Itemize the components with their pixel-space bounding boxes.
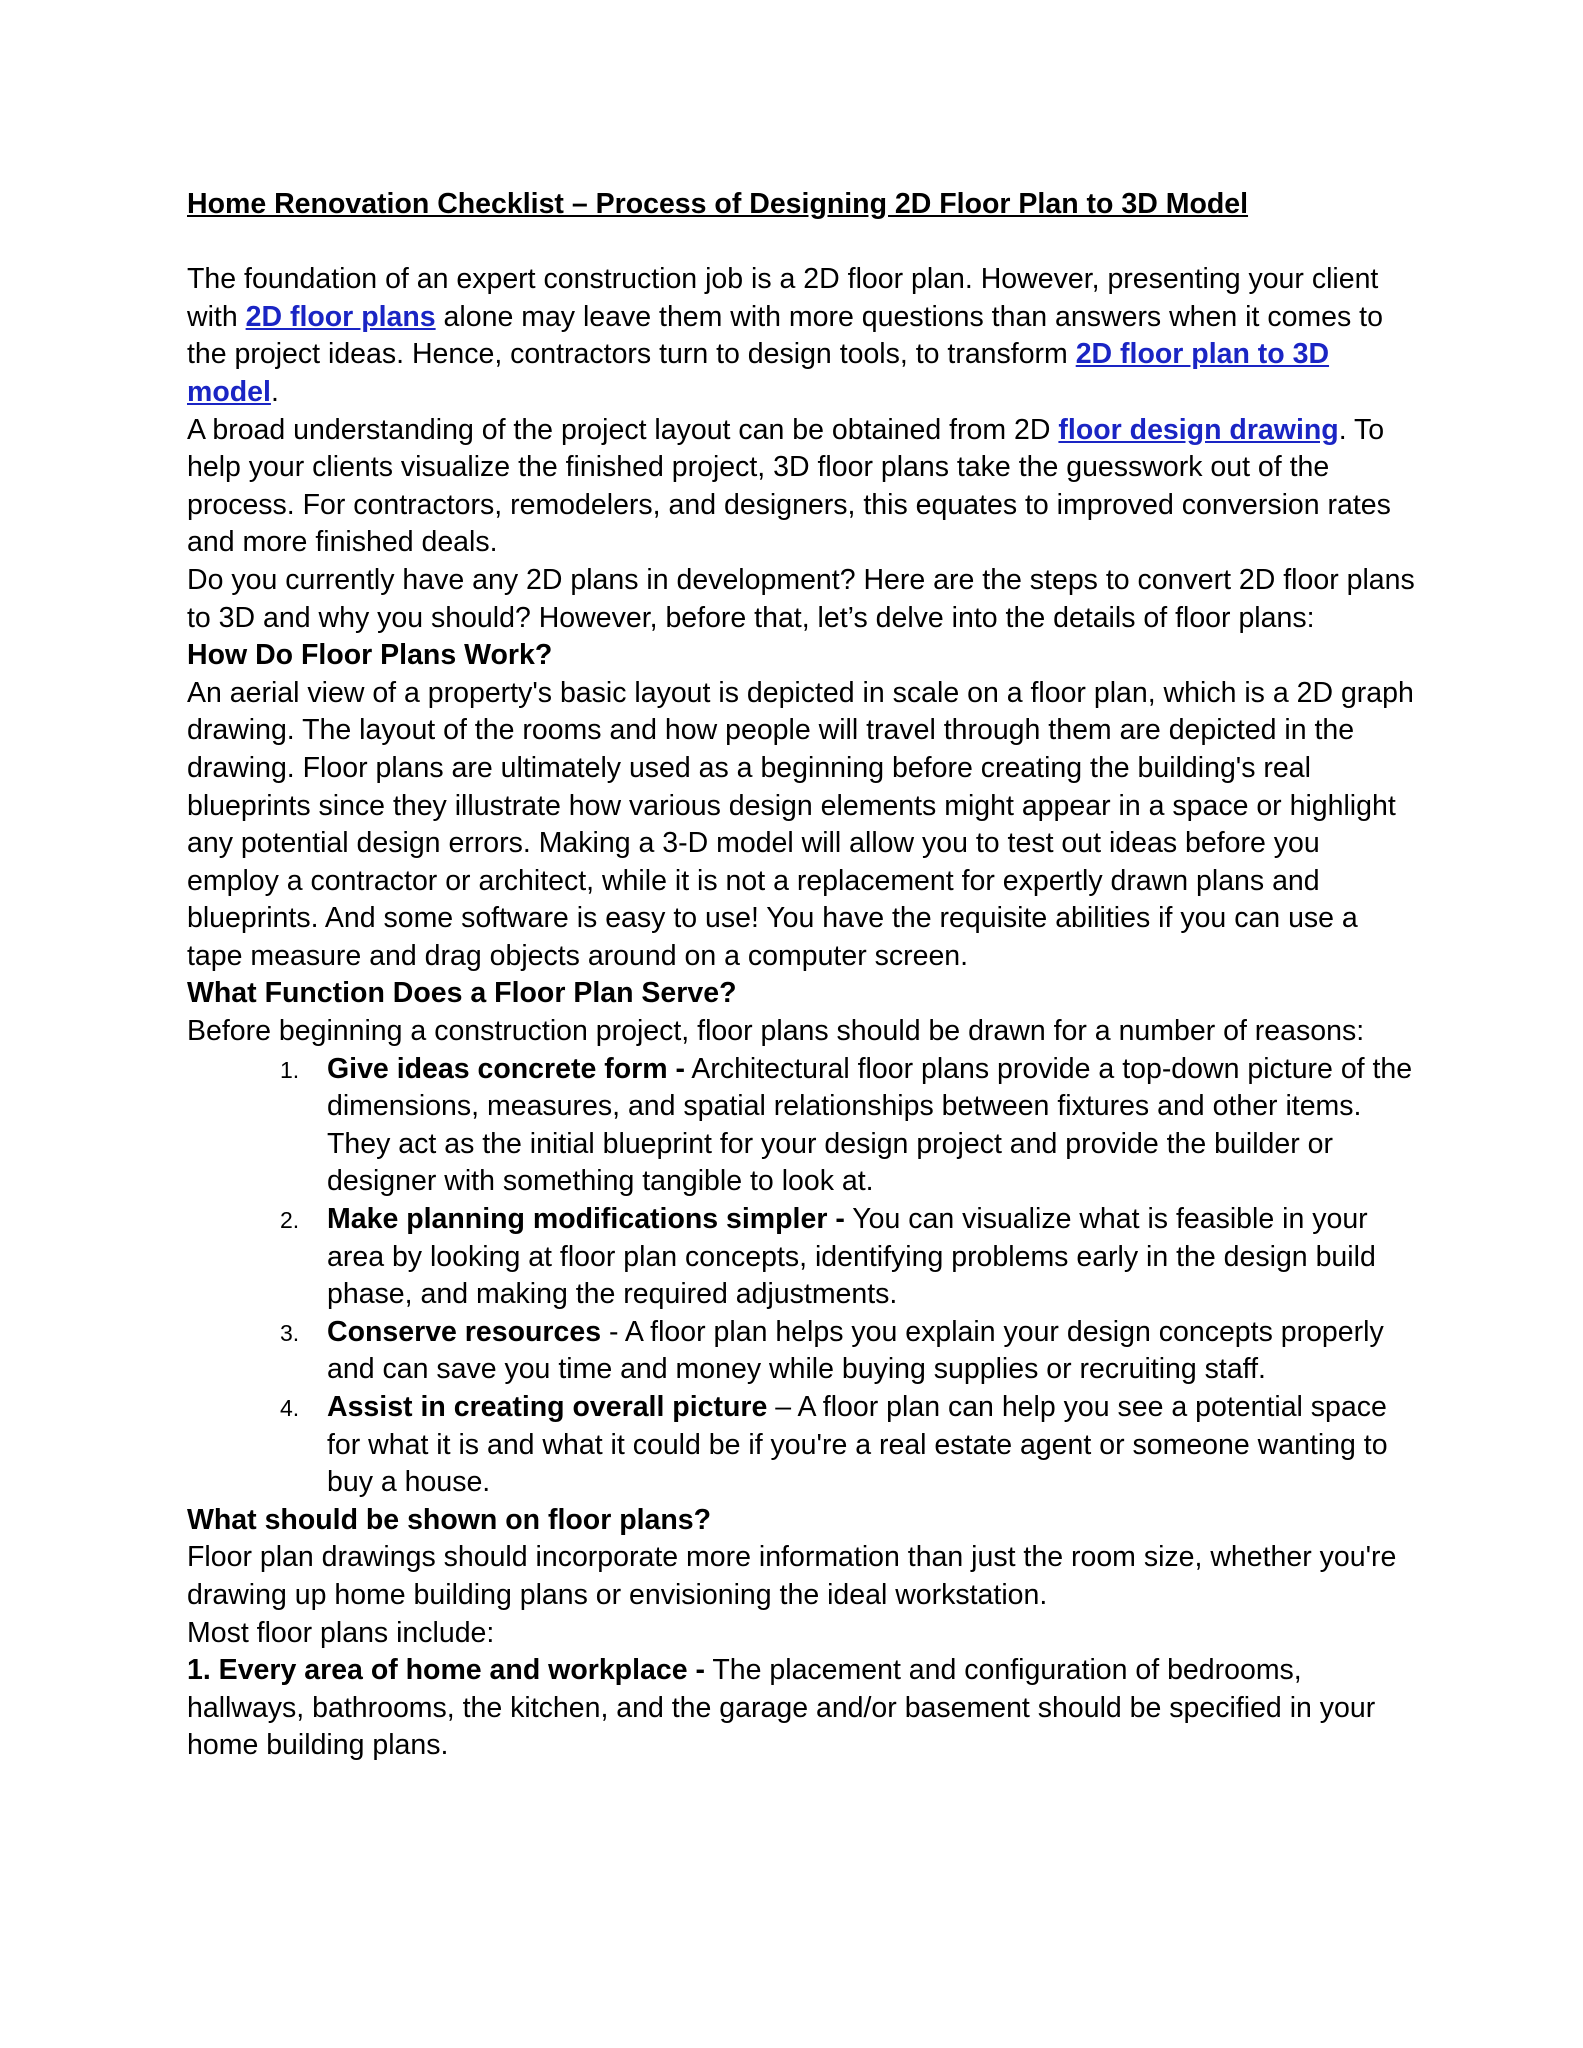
list-item	[187, 1201, 1417, 1314]
section-body-what-to-show: Floor plan drawings should incorporate more information than just the room size, whether you're drawing up home building plans or envisioning the ideal workstation.	[187, 1541, 1397, 1611]
section-heading-what-to-show: What should be shown on floor plans?	[187, 1503, 712, 1536]
link-2d-floor-plans[interactable]: 2D floor plans	[245, 300, 436, 333]
intro-text: alone may leave them with more questions than answers when it comes to the project ideas. Hence, contractors turn to design tools, to transform	[187, 300, 1383, 371]
section-body-how-floor-plans-work: An aerial view of a property's basic layout is depicted in scale on a floor plan, which is a 2D graph drawing. The layout of the rooms and how people will travel through them are depicted in the drawing. Floor plans are ultimately used as a beginning before creating the building's real blueprints since they illustrate how various design elements might appear in a space or highlight any potential design errors. Making a 3-D model will allow you to test out ideas before you employ a contractor or architect, while it is not a replacement for expertly drawn plans and blueprints. And some software is easy to use! You have the requisite abilities if you can use a tape measure and drag objects around on a computer screen.	[187, 676, 1414, 972]
section-lead-most-floor-plans: Most floor plans include:	[187, 1616, 495, 1649]
link-floor-design-drawing[interactable]: floor design drawing	[1058, 413, 1339, 446]
list-number: 1.	[280, 1056, 300, 1083]
list-item-title: Give ideas concrete form -	[327, 1052, 685, 1085]
intro-paragraph-1	[187, 261, 1417, 411]
section-intro-floor-plan-function: Before beginning a construction project, floor plans should be drawn for a number of reasons:	[187, 1015, 1365, 1048]
list-item-text: Architectural floor plans provide a top-down picture of the dimensions, measures, and spatial relationships between fixtures and other items. They act as the initial blueprint for your design project and provide the builder or designer with something tangible to look at.	[327, 1052, 1413, 1198]
floor-plan-element-1	[187, 1652, 1417, 1765]
intro-paragraph-3: Do you currently have any 2D plans in development? Here are the steps to convert 2D floor plans to 3D and why you should? However, before that, let’s delve into the details of floor plans:	[187, 563, 1415, 634]
list-item-title: Conserve resources	[327, 1315, 602, 1348]
intro-text: A broad understanding of the project layout can be obtained from 2D	[187, 413, 1059, 446]
intro-text: . To help your clients visualize the finished project, 3D floor plans take the guesswork out of the process. For contractors, remodelers, and designers, this equates to improved conversion rates and more finished deals.	[187, 413, 1391, 559]
link-2d-floor-plan-to-3d-model[interactable]: 2D floor plan to 3D model	[187, 338, 1330, 408]
intro-text: The foundation of an expert construction job is a 2D floor plan. However, presenting your client with	[187, 263, 1379, 333]
list-number: 3.	[280, 1319, 300, 1346]
list-item-title: Make planning modifications simpler -	[327, 1203, 845, 1236]
list-item-title: Assist in creating overall picture	[327, 1391, 768, 1423]
intro-text: .	[270, 375, 279, 408]
document-title: Home Renovation Checklist – Process of Designing 2D Floor Plan to 3D Model	[187, 188, 1249, 220]
element-text: The placement and configuration of bedrooms, hallways, bathrooms, the kitchen, and the garage and/or basement should be specified in your home building plans.	[187, 1654, 1376, 1762]
list-item-text: - A floor plan helps you explain your design concepts properly and can save you time and money while buying supplies or recruiting staff.	[327, 1315, 1384, 1386]
section-heading-how-floor-plans-work: How Do Floor Plans Work?	[187, 639, 553, 672]
list-item	[187, 1389, 1417, 1502]
list-item-text: You can visualize what is feasible in your area by looking at floor plan concepts, identifying problems early in the design build phase, and making the required adjustments.	[327, 1203, 1376, 1311]
list-number: 4.	[280, 1395, 300, 1421]
list-item-text: – A floor plan can help you see a potential space for what it is and what it could be if you're a real estate agent or someone wanting to buy a house.	[327, 1391, 1388, 1499]
document-page	[187, 186, 1417, 1765]
element-title: 1. Every area of home and workplace -	[187, 1654, 705, 1687]
list-item	[187, 1051, 1417, 1201]
list-item	[187, 1314, 1417, 1389]
reasons-list	[187, 1051, 1417, 1502]
intro-paragraph-2	[187, 412, 1417, 562]
section-heading-floor-plan-function: What Function Does a Floor Plan Serve?	[187, 977, 737, 1010]
list-number: 2.	[280, 1207, 300, 1234]
